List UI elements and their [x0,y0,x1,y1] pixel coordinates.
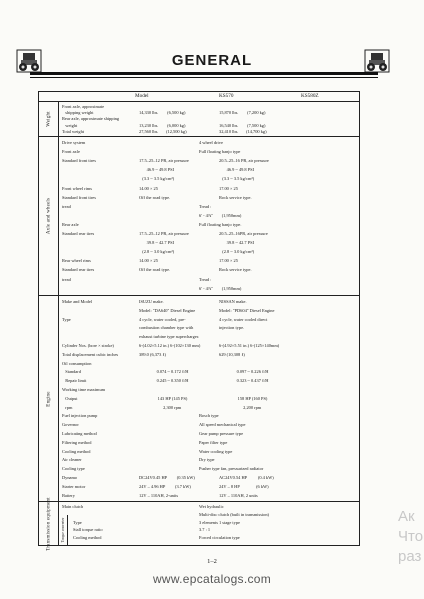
row-label: Output [62,395,78,401]
page-header [0,0,424,86]
watermark: www.epcatalogs.com [152,572,272,586]
row-value-ks580z: 12V – 110AH, 2 units [219,492,258,498]
row-label: Make and Model [62,299,92,304]
row-value-shared: Full floating banjo type. [199,221,242,227]
row-value-ks570: 12V – 110AH, 2-units [139,492,179,498]
row-label: Front axle [62,149,80,155]
row-label: Standard rear tires [62,267,95,273]
row-label: Lubricating method [62,431,97,436]
row-value-shared: Pusher type fan, pressurized radiator [199,466,264,472]
row-label: Cooling type [62,466,85,472]
row-label: Standard front tires [62,158,96,164]
section-label: Engine [39,296,59,501]
row-value-ks570: combustion chamber type with [139,325,194,331]
row-value-ks570: (2.8 ~ 3.0 kg/cm²) [139,249,175,255]
row-label: Oil consumption [62,360,92,366]
row-label: weight [62,122,78,128]
row-value-ks580z: (2.8 ~ 3.0 kg/cm²) [219,249,255,255]
row-value-ks580z: NISSAN make. [219,299,247,304]
section-engine [39,296,359,502]
row-label: Rear wheel rims [62,258,91,264]
row-label: Standard [62,369,81,375]
row-label: Air cleaner [62,457,82,463]
row-value-shared: Full floating banjo type [199,149,241,155]
row-value-ks580z: Model: "PD604" Diesel Engine [219,307,275,313]
row-value-ks570: 17.5–25–12 PR, air pressure [139,231,189,236]
row-label: Type [73,519,82,525]
row-value-shared: 4 wheel drive [199,140,223,145]
row-label: Working time maximum [62,387,106,392]
row-label: Cooling method [62,448,91,454]
row-value-ks580z: 16,540 lbs. (7,500 kg) [219,122,266,128]
row-value-ks570: 27,560 lbs. (12,500 kg) [139,128,187,134]
row-value-ks570: 0.074 ~ 0.172 ℓ/H [139,369,189,375]
row-label: Front wheel rims [62,185,92,191]
row-value-ks570: Off the road type. [139,267,171,273]
row-label: Type [62,316,71,322]
row-value-ks580z: 2,200 rpm [219,404,262,410]
row-value-shared: Paper filter type [199,439,228,445]
row-value-shared: Bosch type [199,413,219,419]
row-label: tread [62,203,71,209]
row-value-ks570: 13,230 lbs. (6,000 kg) [139,122,186,128]
row-value-shared: 3.7 : 1 [199,527,211,533]
row-value-ks570: exhaust turbine type supercharger. [139,334,200,340]
row-value-shared: Gear pump pressure type [199,431,244,436]
row-value-ks580z: 20.5–25–16PR, air pressure [219,231,268,236]
col-model: Model [135,93,149,99]
row-label: Battery [62,492,75,498]
row-value-shared: 6' - 4⅞" (1,950mm) [199,285,242,291]
row-value-ks580z: 4 cycle, water cooled direct [219,316,268,322]
row-value-ks580z: AC24V0.54 HP (0.4 kW) [219,475,274,480]
section-label: Weight [39,102,59,136]
row-value-shared: Forced circulation type [199,535,240,541]
header-rule [30,72,378,75]
row-label: tread [62,276,71,282]
row-label: Front axle, approximate [62,104,105,109]
row-label: Cooling method [73,535,102,541]
row-value-ks580z: injection type. [219,325,245,331]
row-value-ks570: 389.0 (6,373 ℓ) [139,351,166,357]
row-value-ks580z: 158 HP (160 PS) [219,395,268,401]
section-transmission [39,496,359,551]
row-value-ks580z: 0.097 ~ 0.226 ℓ/H [219,369,269,375]
row-label: Standard rear tires [62,231,95,236]
row-value-ks570: (3.3 ~ 3.5 kg/cm²) [139,176,175,182]
row-value-shared: Tread : [199,203,212,209]
row-value-shared: All speed mechanical type [199,422,246,428]
row-value-shared: Wet hydraulic [199,504,224,509]
row-value-ks570: 143 HP (145 PS) [139,395,188,401]
row-value-ks570: 2,300 rpm [139,404,182,410]
row-label: Total weight [62,128,85,134]
section-label: Transmission equipment [39,502,59,545]
row-label: Stall torque ratio [73,527,103,533]
row-label: Drive system [62,140,86,145]
row-value-ks580z: 15,870 lbs. (7,200 kg) [219,110,266,116]
row-value-ks580z: 629 (10,308 ℓ) [219,351,245,357]
row-value-ks570: 4 cycle, water cooled, pre- [139,316,186,322]
row-label: Starter motor [62,483,86,489]
row-label: Main clutch [62,504,84,509]
row-value-shared: Water cooling type [199,448,233,454]
row-value-ks570: 14.00 × 25 [139,258,158,264]
row-value-ks580z: 17.00 × 25 [219,185,238,191]
row-value-ks570: 46.9 ~ 49.8 PSI [139,167,175,173]
row-value-ks570: 24V – 4.96 HP (3.7 kW) [139,483,191,489]
row-label: Total displacement cubic inches [62,351,119,357]
row-value-ks570: Off the road type. [139,194,171,200]
table-header [39,92,359,102]
row-value-ks580z: Rock service type. [219,194,252,200]
col-ks580z: KS580Z [301,93,319,99]
section-weight [39,102,359,137]
row-value-ks570: DC24V0.45 HP (0.35 kW) [139,475,195,480]
row-label: Governor [62,422,79,428]
row-value-ks570: 0.245 ~ 0.350 ℓ/H [139,378,189,384]
row-value-ks570: ISUZU make. [139,299,164,304]
row-value-ks570: 6-(4.02×5.12 in.) 6-(102×130 mm) [139,343,201,348]
row-value-shared: Multi-disc clutch (built in transmission) [199,511,269,517]
row-value-ks570: Model: "DA640" Diesel Engine [139,307,196,313]
row-value-ks580z: (3.3 ~ 3.5 kg/cm²) [219,176,255,182]
row-value-ks580z: 20.5–25–16 PR, air pressure [219,158,269,164]
row-value-ks570: 14.00 × 25 [139,185,158,191]
row-value-shared: Dry type [199,457,215,463]
row-value-shared: 3 elements 1 stage type [199,519,240,525]
header-rule [30,77,378,78]
ghost-text: раз [398,548,422,565]
row-label: Dynamo [62,475,78,480]
row-value-ks570: 39.8 ~ 42.7 PSI [139,240,175,246]
page-title: GENERAL [171,52,253,69]
row-label: Filtering method [62,439,92,445]
col-ks570: KS570 [219,93,234,99]
row-label: Rear axle, approximate shipping [62,116,120,122]
row-value-ks580z: 46.9 ~ 49.8 PSI [219,167,255,173]
row-label: Repair limit [62,378,87,384]
row-label: Standard front tires [62,194,96,200]
row-label: shipping weight [62,110,94,116]
row-value-ks580z: Rock service type. [219,267,252,273]
torque-converter-label: Torque converter [59,515,68,545]
section-label: Axle and wheels [39,137,59,295]
row-label: Cylinder Nos. (bore × stroke) [62,343,114,348]
row-value-ks570: 17.5–25–12 PR, air pressure [139,158,189,164]
row-value-ks580z: 6-(4.92×5.51 in.) 6-(125×140mm) [219,343,280,348]
ghost-text: Что [398,528,424,545]
row-label: Rear axle [62,221,79,227]
row-label: rpm [62,404,73,410]
row-value-ks580z: 39.8 ~ 42.7 PSI [219,240,255,246]
row-value-ks580z: 0.323 ~ 0.437 ℓ/H [219,378,269,384]
row-value-ks570: 14,330 lbs. (6,500 kg) [139,110,186,116]
page-number: 1–2 [207,558,217,565]
spec-table [38,91,360,551]
row-value-ks580z: 24V – 8 HP (6 kW) [219,483,269,489]
ghost-text: Ак [398,508,415,525]
row-value-shared: 6' - 4⅞" (1,950mm) [199,212,242,218]
row-label: Fuel injection pump [62,413,98,419]
row-value-ks580z: 32,410 lbs. (14,700 kg) [219,128,267,134]
row-value-shared: Tread : [199,276,212,282]
section-axle-wheels [39,137,359,296]
row-value-ks580z: 17.00 × 25 [219,258,238,264]
